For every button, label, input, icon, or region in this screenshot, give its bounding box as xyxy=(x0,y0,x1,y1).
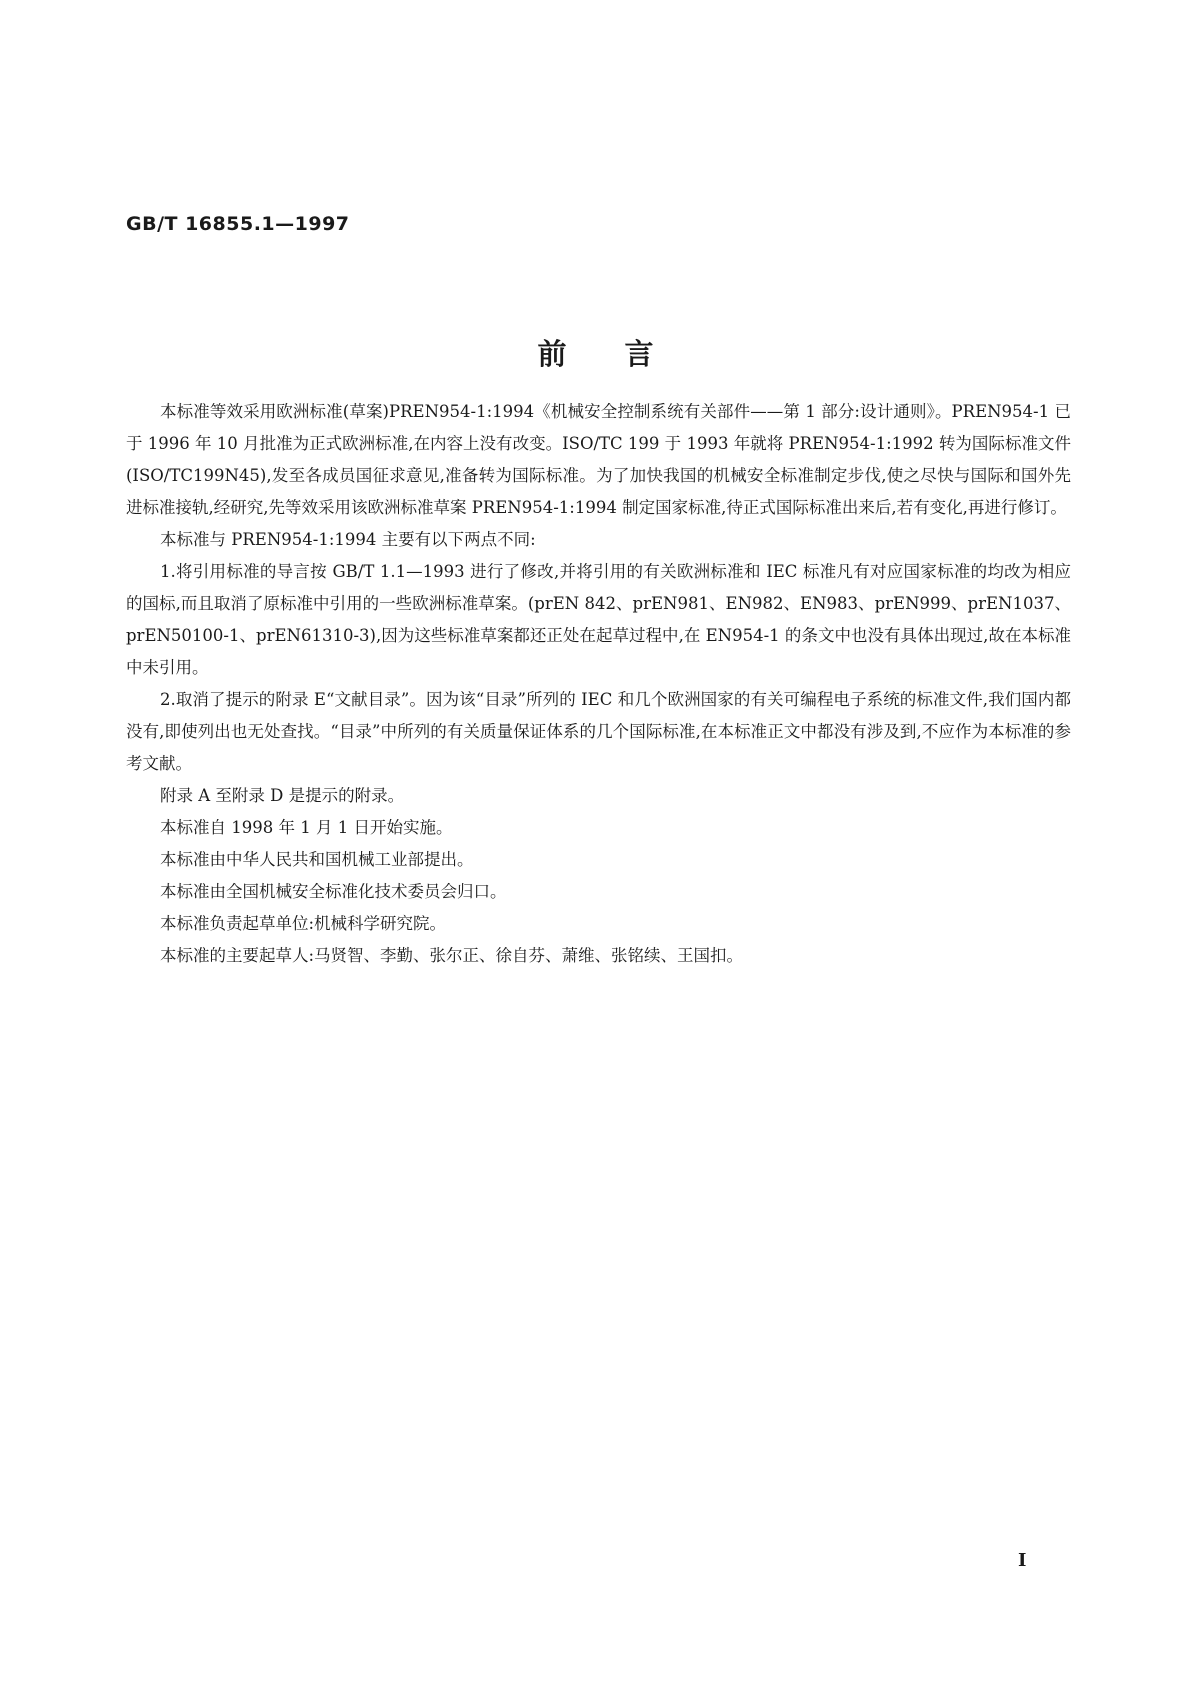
standard-code: GB/T 16855.1—1997 xyxy=(126,213,350,235)
paragraph-intro: 本标准等效采用欧洲标准(草案)PREN954-1:1994《机械安全控制系统有关部件——第 1 部分:设计通则》。PREN954-1 已于 1996 年 10 月批准为正式欧洲标准,在内容上没有改变。ISO/TC 199 于 1993 年就将 PREN954-1:1992 转为国际标准文件(ISO/TC199N45),发至各成员国征求意见,准备转为国际标准。为了加快我国的机械安全标准制定步伐,使之尽快与国际和国外先进标准接轨,经研究,先等效采用该欧洲标准草案 PREN954-1:1994 制定国家标准,待正式国际标准出来后,若有变化,再进行修订。 xyxy=(126,402,1071,517)
paragraph-administered-by: 本标准由全国机械安全标准化技术委员会归口。 xyxy=(160,882,507,901)
paragraph-appendix-note: 附录 A 至附录 D 是提示的附录。 xyxy=(160,786,405,805)
page-number: I xyxy=(1018,1550,1027,1571)
document-body xyxy=(126,396,1071,972)
paragraph-effective-date: 本标准自 1998 年 1 月 1 日开始实施。 xyxy=(160,818,453,837)
paragraph-differences-intro: 本标准与 PREN954-1:1994 主要有以下两点不同: xyxy=(160,530,536,549)
paragraph-drafting-unit: 本标准负责起草单位:机械科学研究院。 xyxy=(160,914,447,933)
paragraph-difference-2: 2.取消了提示的附录 E“文献目录”。因为该“目录”所列的 IEC 和几个欧洲国家的有关可编程电子系统的标准文件,我们国内都没有,即使列出也无处查找。“目录”中所列的有关质量保证体系的几个国际标准,在本标准正文中都没有涉及到,不应作为本标准的参考文献。 xyxy=(126,690,1071,773)
paragraph-difference-1: 1.将引用标准的导言按 GB/T 1.1—1993 进行了修改,并将引用的有关欧洲标准和 IEC 标准凡有对应国家标准的均改为相应的国标,而且取消了原标准中引用的一些欧洲标准草案。(prEN 842、prEN981、EN982、EN983、prEN999、prEN1037、prEN50100-1、prEN61310-3),因为这些标准草案都还正处在起草过程中,在 EN954-1 的条文中也没有具体出现过,故在本标准中未引用。 xyxy=(126,562,1071,677)
page-title: 前言 xyxy=(537,337,712,371)
paragraph-drafters: 本标准的主要起草人:马贤智、李勤、张尔正、徐自芬、萧维、张铭续、王国扣。 xyxy=(160,946,744,965)
paragraph-proposed-by: 本标准由中华人民共和国机械工业部提出。 xyxy=(160,850,474,869)
